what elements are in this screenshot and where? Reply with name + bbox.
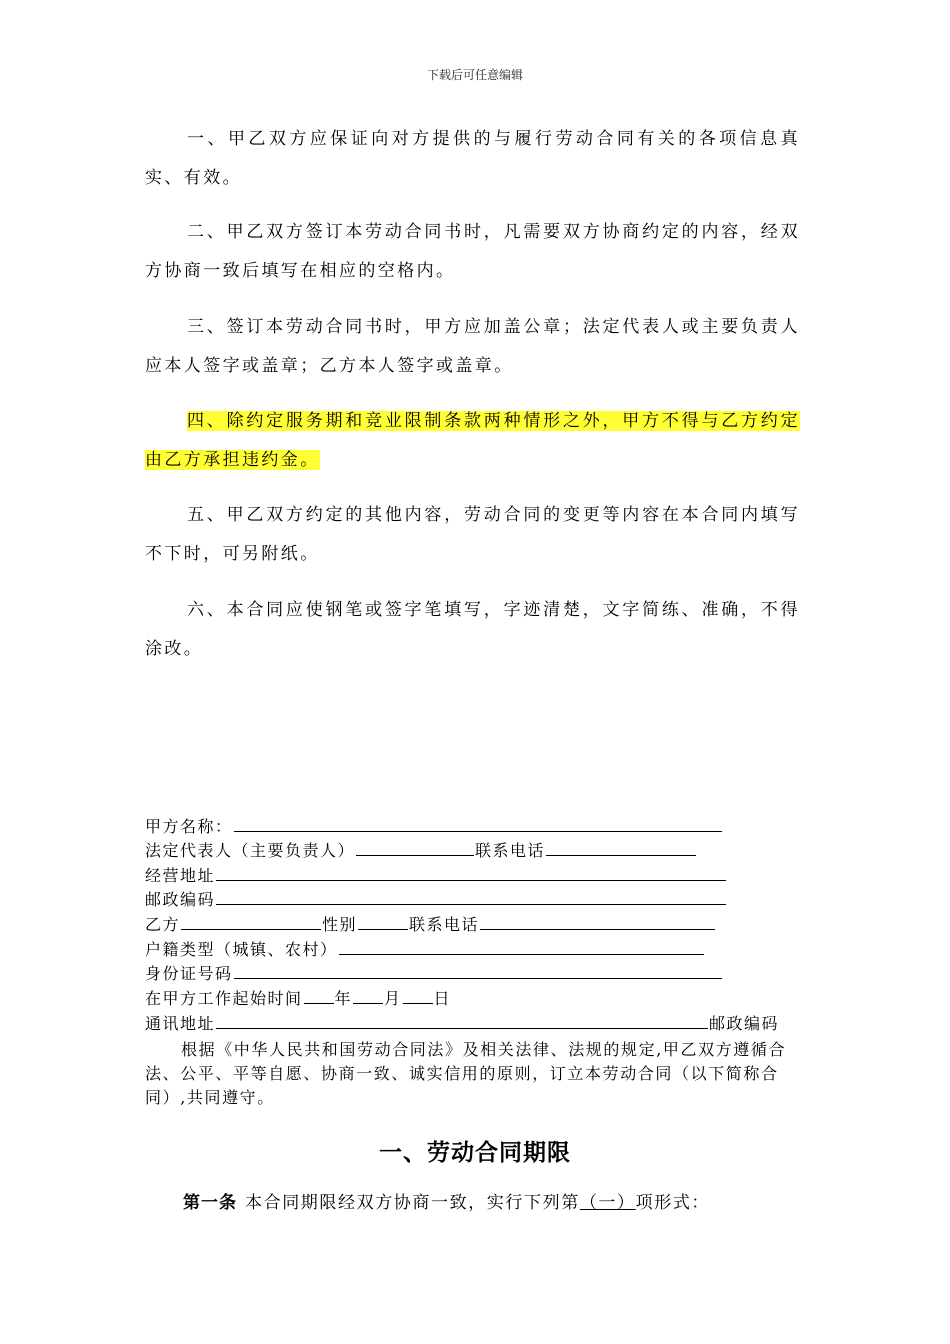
contract-intro: 根据《中华人民共和国劳动合同法》及相关法律、法规的规定,甲乙双方遵循合法、公平、平等自愿、协商一致、诚实信用的原则，订立本劳动合同（以下简称合同）,共同遵守。 [145, 1040, 787, 1107]
page-header: 下载后可任意编辑 [426, 68, 523, 82]
blank-party-b[interactable] [181, 913, 321, 930]
article-text-after: 项形式： [635, 1193, 711, 1213]
field-postal-code: 邮政编码 [145, 888, 727, 912]
article-text-before: 本合同期限经双方协商一致，实行下列第 [245, 1193, 580, 1213]
field-party-b: 乙方 性别 联系电话 [145, 913, 716, 937]
blank-postal-code[interactable] [216, 888, 726, 905]
blank-business-address[interactable] [216, 864, 726, 881]
highlight: 四、除约定服务期和竞业限制条款两种情形之外，甲方不得与乙方约定由乙方承担违约金。 [145, 411, 800, 470]
note-2: 二、甲乙双方签订本劳动合同书时，凡需要双方协商约定的内容，经双方协商一致后填写在相应的空格内。 [145, 222, 800, 281]
blank-hukou-type[interactable] [339, 938, 704, 955]
field-mail-address: 通讯地址 邮政编码 [145, 1014, 780, 1033]
article-label: 第一条 [183, 1193, 237, 1213]
blank-month[interactable] [353, 987, 383, 1004]
field-legal-rep: 法定代表人（主要负责人） 联系电话 [145, 839, 697, 863]
field-start-time: 在甲方工作起始时间 年 月 日 [145, 989, 452, 1008]
article-choice[interactable]: （一） [579, 1193, 636, 1213]
field-business-address: 经营地址 [145, 864, 727, 888]
blank-id-number[interactable] [234, 962, 722, 979]
note-1: 一、甲乙双方应保证向对方提供的与履行劳动合同有关的各项信息真实、有效。 [145, 129, 800, 188]
note-3: 三、签订本劳动合同书时，甲方应加盖公章；法定代表人或主要负责人应本人签字或盖章；乙方本人签字或盖章。 [145, 317, 800, 376]
note-6: 六、本合同应使钢笔或签字笔填写，字迹清楚，文字简练、准确，不得涂改。 [145, 600, 800, 659]
blank-phone[interactable] [546, 839, 696, 856]
blank-gender[interactable] [358, 913, 408, 930]
field-party-a-name: 甲方名称： [145, 815, 723, 839]
section-title: 一、劳动合同期限 [379, 1140, 571, 1166]
blank-year[interactable] [304, 987, 334, 1004]
blank-mail-address[interactable] [216, 1012, 708, 1029]
blank-phone-b[interactable] [480, 913, 715, 930]
note-5: 五、甲乙双方约定的其他内容，劳动合同的变更等内容在本合同内填写不下时，可另附纸。 [145, 505, 800, 564]
article-1 [183, 1188, 710, 1213]
blank-legal-rep[interactable] [356, 839, 474, 856]
field-id-number: 身份证号码 [145, 962, 723, 986]
note-4-highlighted [145, 402, 800, 480]
blank-party-a-name[interactable] [234, 815, 722, 832]
blank-day[interactable] [403, 987, 433, 1004]
field-hukou-type: 户籍类型（城镇、农村） [145, 938, 705, 962]
